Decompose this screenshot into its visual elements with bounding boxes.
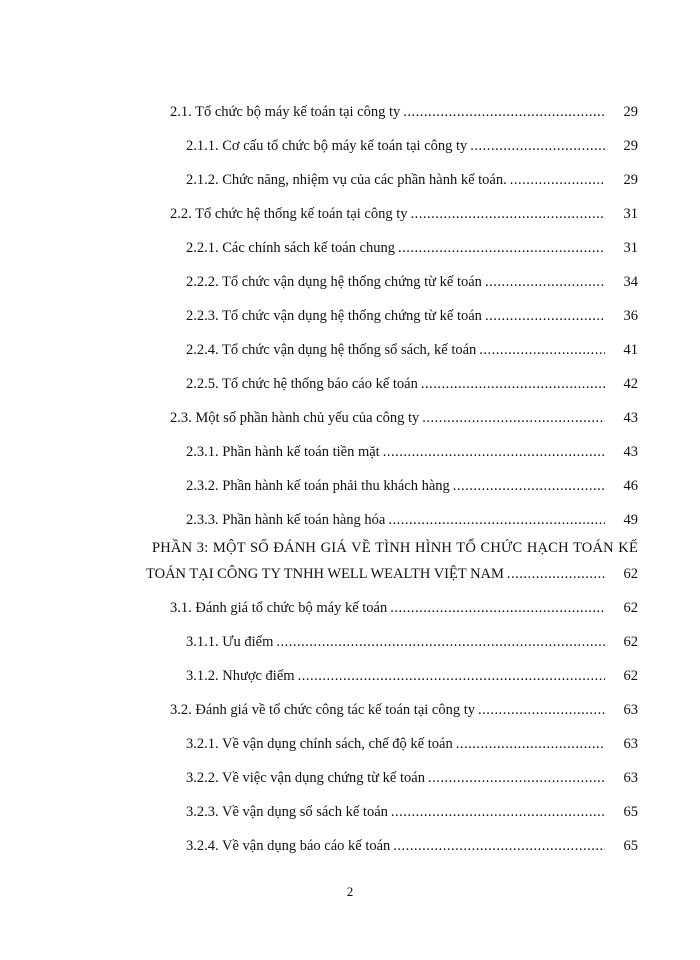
toc-leader-dots bbox=[393, 838, 605, 855]
toc-entry-page: 63 bbox=[623, 702, 638, 718]
toc-leader-dots bbox=[478, 702, 605, 719]
toc-entry-title: 2.3.1. Phần hành kế toán tiền mặt bbox=[186, 444, 380, 460]
toc-entry-page: 63 bbox=[623, 736, 638, 752]
toc-entry-page: 62 bbox=[623, 600, 638, 616]
toc-entry-page: 42 bbox=[623, 376, 638, 392]
toc-entry-page: 31 bbox=[623, 240, 638, 256]
toc-leader-dots bbox=[485, 274, 605, 291]
toc-leader-dots bbox=[422, 410, 605, 427]
toc-entry-title: 2.2.5. Tổ chức hệ thống báo cáo kế toán bbox=[186, 376, 418, 392]
toc-entry bbox=[186, 736, 638, 756]
toc-entry-page: 43 bbox=[623, 444, 638, 460]
toc-entry-title: 2.2.2. Tổ chức vận dụng hệ thống chứng từ kế toán bbox=[186, 274, 482, 290]
toc-leader-dots bbox=[507, 566, 605, 583]
toc-entry bbox=[186, 804, 638, 824]
toc-entry bbox=[170, 600, 638, 620]
toc-entry-page: 36 bbox=[623, 308, 638, 324]
toc-entry bbox=[186, 838, 638, 858]
toc-leader-dots bbox=[391, 804, 605, 821]
toc-entry-page: 43 bbox=[623, 410, 638, 426]
toc-entry-page: 41 bbox=[623, 342, 638, 358]
toc-entry-title: 3.1. Đánh giá tổ chức bộ máy kế toán bbox=[170, 600, 388, 616]
toc-entry-title: 2.2.4. Tổ chức vận dụng hệ thống sổ sách, kế toán bbox=[186, 342, 477, 358]
toc-entry-page: 62 bbox=[623, 566, 638, 582]
toc-entry-title: 3.1.1. Ưu điểm bbox=[186, 634, 274, 650]
toc-entry bbox=[186, 342, 638, 362]
toc-entry bbox=[186, 512, 638, 532]
toc-entry bbox=[186, 376, 638, 396]
toc-entry bbox=[146, 566, 638, 586]
toc-entry-title: 2.2. Tổ chức hệ thống kế toán tại công ty bbox=[170, 206, 408, 222]
toc-leader-dots bbox=[428, 770, 605, 787]
toc-leader-dots bbox=[479, 342, 605, 359]
toc-entry-title: 3.2.2. Về việc vận dụng chứng từ kế toán bbox=[186, 770, 425, 786]
toc-entry-title: 3.2.4. Về vận dụng báo cáo kế toán bbox=[186, 838, 391, 854]
toc-leader-dots bbox=[453, 478, 605, 495]
footer-page-number: 2 bbox=[346, 884, 354, 899]
toc-entry bbox=[170, 410, 638, 430]
toc-entry bbox=[170, 206, 638, 226]
part-heading-line: PHẦN 3: MỘT SỐ ĐÁNH GIÁ VỀ TÌNH HÌNH TỔ CHỨC HẠCH TOÁN KẾ bbox=[152, 540, 638, 556]
toc-entry-page: 62 bbox=[623, 634, 638, 650]
toc-entry bbox=[186, 444, 638, 464]
toc-leader-dots bbox=[510, 172, 605, 189]
toc-entry-page: 65 bbox=[623, 804, 638, 820]
toc-leader-dots bbox=[456, 736, 605, 753]
toc-leader-dots bbox=[390, 600, 605, 617]
toc-entry bbox=[186, 770, 638, 790]
toc-entry bbox=[186, 668, 638, 688]
toc-entry bbox=[186, 634, 638, 654]
toc-entry-page: 63 bbox=[623, 770, 638, 786]
toc-entry-page: 31 bbox=[623, 206, 638, 222]
toc-entry-title: 3.1.2. Nhược điểm bbox=[186, 668, 295, 684]
toc-entry-page: 65 bbox=[623, 838, 638, 854]
toc-entry bbox=[170, 104, 638, 124]
toc-entry-page: 46 bbox=[623, 478, 638, 494]
toc-entry bbox=[170, 702, 638, 722]
toc-entry-page: 62 bbox=[623, 668, 638, 684]
toc-entry bbox=[186, 172, 638, 192]
toc-entry-title: 2.3.3. Phần hành kế toán hàng hóa bbox=[186, 512, 386, 528]
toc-entry bbox=[186, 138, 638, 158]
toc-entry-page: 29 bbox=[623, 172, 638, 188]
toc-leader-dots bbox=[298, 668, 605, 685]
toc-entry-page: 29 bbox=[623, 138, 638, 154]
toc-entry-title: 2.3. Một số phần hành chủ yếu của công ty bbox=[170, 410, 420, 426]
toc-leader-dots bbox=[470, 138, 605, 155]
toc-entry bbox=[186, 308, 638, 328]
toc-entry-title: 3.2.1. Về vận dụng chính sách, chế độ kế toán bbox=[186, 736, 453, 752]
toc-leader-dots bbox=[388, 512, 605, 529]
toc-leader-dots bbox=[276, 634, 605, 651]
toc-entry-title: 3.2. Đánh giá về tổ chức công tác kế toán tại công ty bbox=[170, 702, 476, 718]
toc-entry-page: 49 bbox=[623, 512, 638, 528]
toc-entry-title: 2.2.1. Các chính sách kế toán chung bbox=[186, 240, 395, 256]
toc-entry-title: TOÁN TẠI CÔNG TY TNHH WELL WEALTH VIỆT NAM bbox=[146, 566, 504, 582]
toc-leader-dots bbox=[403, 104, 605, 121]
toc-entry-title: 2.3.2. Phần hành kế toán phải thu khách hàng bbox=[186, 478, 450, 494]
toc-entry bbox=[186, 478, 638, 498]
toc-entry bbox=[186, 274, 638, 294]
toc-entry bbox=[186, 240, 638, 260]
toc-leader-dots bbox=[421, 376, 605, 393]
toc-leader-dots bbox=[485, 308, 605, 325]
toc-entry-title: 2.1.2. Chức năng, nhiệm vụ của các phần hành kế toán. bbox=[186, 172, 507, 188]
toc-leader-dots bbox=[398, 240, 605, 257]
toc-entry-page: 34 bbox=[623, 274, 638, 290]
toc-entry-title: 2.2.3. Tổ chức vận dụng hệ thống chứng từ kế toán bbox=[186, 308, 482, 324]
toc-entry-title: 2.1.1. Cơ cấu tổ chức bộ máy kế toán tại công ty bbox=[186, 138, 468, 154]
toc-leader-dots bbox=[411, 206, 605, 223]
toc-leader-dots bbox=[383, 444, 605, 461]
toc-entry-page: 29 bbox=[623, 104, 638, 120]
toc-entry-title: 2.1. Tổ chức bộ máy kế toán tại công ty bbox=[170, 104, 401, 120]
toc-entry-title: 3.2.3. Về vận dụng sổ sách kế toán bbox=[186, 804, 388, 820]
